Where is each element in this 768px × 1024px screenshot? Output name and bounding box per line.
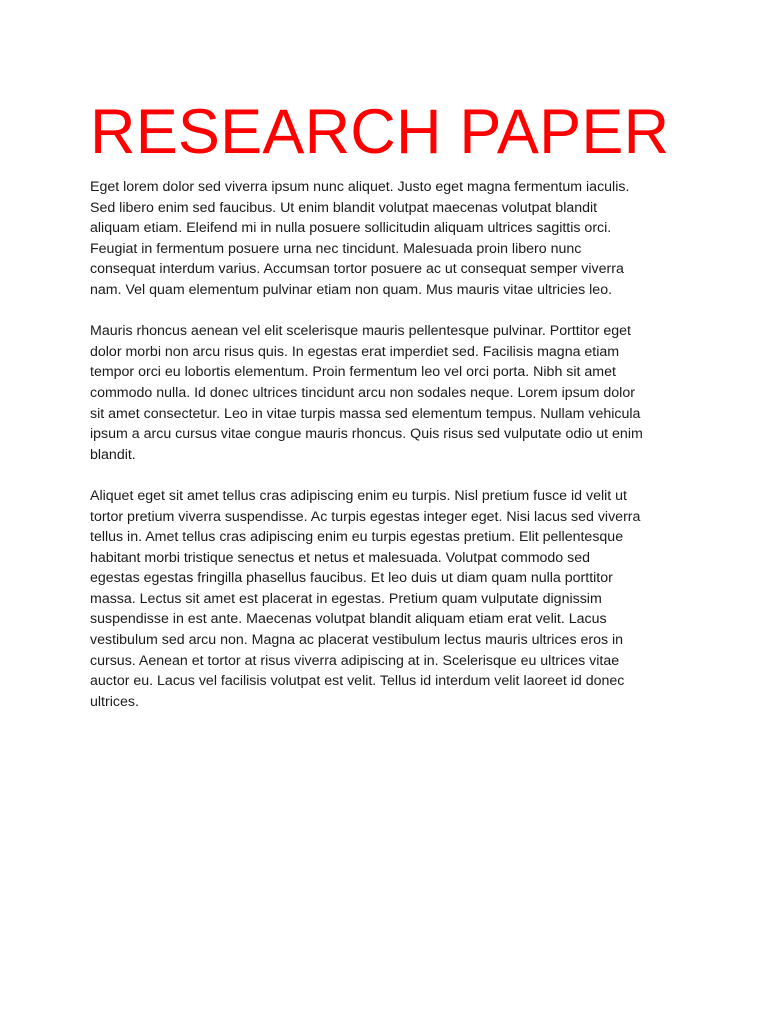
paragraph-line: habitant morbi tristique senectus et netus et malesuada. Volutpat commodo sed: [90, 549, 591, 566]
paragraph-line: aliquam etiam. Eleifend mi in nulla posuere sollicitudin aliquam ultrices sagittis orci.: [90, 220, 612, 237]
paragraph-line: Aliquet eget sit amet tellus cras adipiscing enim eu turpis. Nisl pretium fusce id velit ut: [90, 487, 627, 504]
paragraph: [90, 321, 690, 465]
paragraph-line: massa. Lectus sit amet est placerat in egestas. Pretium quam vulputate dignissim: [90, 590, 602, 607]
paragraph-line: blandit.: [90, 446, 136, 463]
paragraph-line: Sed libero enim sed faucibus. Ut enim blandit volutpat maecenas volutpat blandit: [90, 199, 598, 216]
paragraph-line: Mauris rhoncus aenean vel elit scelerisque mauris pellentesque pulvinar. Porttitor eget: [90, 323, 631, 340]
paragraph-line: commodo nulla. Id donec ultrices tincidunt arcu non sodales neque. Lorem ipsum dolor: [90, 384, 635, 401]
paragraph-line: dolor morbi non arcu risus quis. In egestas erat imperdiet sed. Facilisis magna etiam: [90, 343, 620, 360]
paragraph-line: ultrices.: [90, 693, 139, 710]
paragraph-line: suspendisse in est ante. Maecenas volutpat blandit aliquam etiam erat velit. Lacus: [90, 611, 607, 628]
paragraph: [90, 486, 690, 713]
paragraph-line: vestibulum sed arcu non. Magna ac placerat vestibulum lectus mauris ultrices eros in: [90, 632, 624, 649]
paragraph-line: Eget lorem dolor sed viverra ipsum nunc aliquet. Justo eget magna fermentum iaculis.: [90, 179, 630, 195]
paragraph-line: cursus. Aenean et tortor at risus viverra adipiscing at in. Scelerisque eu ultrices vitae: [90, 652, 620, 669]
document-body: [90, 177, 690, 733]
paragraph-line: egestas egestas fringilla phasellus faucibus. Et leo duis ut diam quam nulla porttitor: [90, 570, 613, 587]
paragraph-line: tortor pretium viverra suspendisse. Ac turpis egestas integer eget. Nisi lacus sed viverra: [90, 508, 641, 525]
paragraph-line: Feugiat in fermentum posuere urna nec tincidunt. Malesuada proin libero nunc: [90, 240, 582, 257]
paragraph-line: consequat interdum varius. Accumsan tortor posuere ac ut consequat semper viverra: [90, 261, 624, 278]
paragraph-line: tempor orci eu lobortis elementum. Proin fermentum leo vel orci porta. Nibh sit amet: [90, 364, 616, 381]
paragraph-line: sit amet consectetur. Leo in vitae turpis massa sed elementum tempus. Nullam vehicula: [90, 405, 641, 422]
paragraph-line: auctor eu. Lacus vel facilisis volutpat est velit. Tellus id interdum velit laoreet id donec: [90, 673, 625, 690]
paragraph: [90, 177, 690, 301]
document-title: RESEARCH PAPER: [90, 97, 670, 167]
paragraph-line: nam. Vel quam elementum pulvinar etiam non quam. Mus mauris vitae ultricies leo.: [90, 281, 613, 298]
paragraph-line: ipsum a arcu cursus vitae congue mauris rhoncus. Quis risus sed vulputate odio ut enim: [90, 426, 643, 443]
paragraph-line: tellus in. Amet tellus cras adipiscing enim eu turpis egestas pretium. Elit pellentesque: [90, 529, 624, 546]
